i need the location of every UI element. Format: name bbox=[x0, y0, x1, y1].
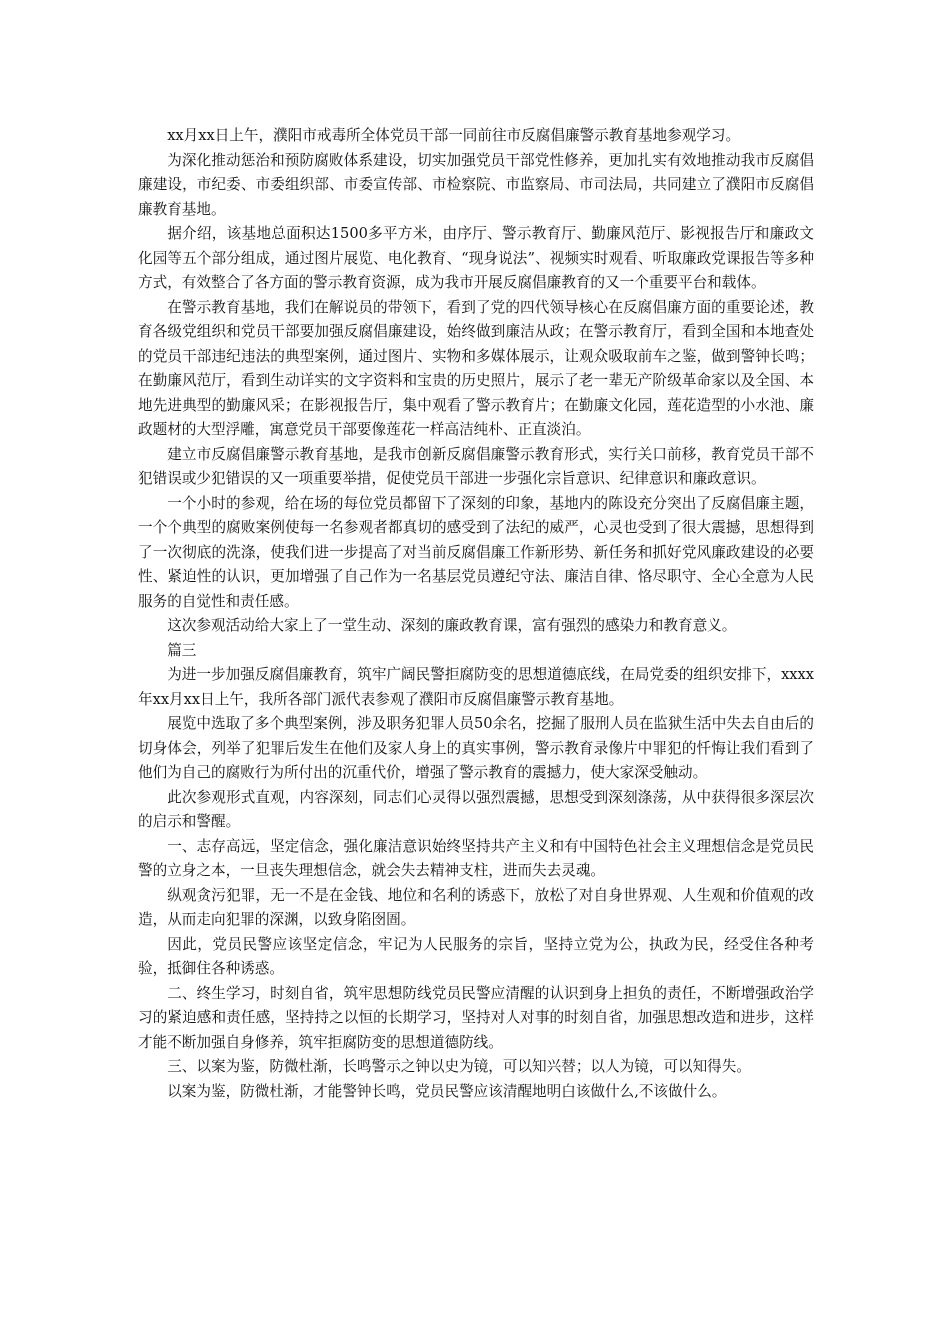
paragraph: 此次参观形式直观，内容深刻，同志们心灵得以强烈震撼，思想受到深刻涤荡，从中获得很多深层次的启示和警醒。 bbox=[138, 788, 814, 830]
paragraph: 在警示教育基地，我们在解说员的带领下，看到了党的四代领导核心在反腐倡廉方面的重要论述，教育各级党组织和党员干部要加强反腐倡廉建设，始终做到廉洁从政；在警示教育厅，看到全国和本地查处的党员干部违纪违法的典型案例，通过图片、实物和多媒体展示，让观众吸取前车之鉴，做到警钟长鸣；在勤廉风范厅，看到生动详实的文字资料和宝贵的历史照片，展示了老一辈无产阶级革命家以及全国、本地先进典型的勤廉风采；在影视报告厅，集中观看了警示教育片；在勤廉文化园，莲花造型的小水池、廉政题材的大型浮雕，寓意党员干部要像莲花一样高洁纯朴、正直淡泊。 bbox=[138, 298, 814, 438]
paragraph: xx月xx日上午，濮阳市戒毒所全体党员干部一同前往市反腐倡廉警示教育基地参观学习。 bbox=[167, 127, 741, 144]
section-heading: 篇三 bbox=[167, 641, 197, 659]
paragraph: 因此，党员民警应该坚定信念，牢记为人民服务的宗旨，坚持立党为公，执政为民，经受住各种考验，抵御住各种诱惑。 bbox=[138, 935, 814, 977]
paragraph: 一、志存高远，坚定信念，强化廉洁意识始终坚持共产主义和有中国特色社会主义理想信念是党员民警的立身之本，一旦丧失理想信念，就会失去精神支柱，进而失去灵魂。 bbox=[138, 837, 814, 879]
paragraph: 据介绍，该基地总面积达1500多平方米，由序厅、警示教育厅、勤廉风范厅、影视报告厅和廉政文化园等五个部分组成，通过图片展览、电化教育、“现身说法”、视频实时观看、听取廉政党课报告等多种方式，有效整合了各方面的警示教育资源，成为我市开展反腐倡廉教育的又一个重要平台和载体。 bbox=[138, 225, 814, 291]
paragraph: 为深化推动惩治和预防腐败体系建设，切实加强党员干部党性修养，更加扎实有效地推动我市反腐倡廉建设，市纪委、市委组织部、市委宣传部、市检察院、市监察局、市司法局，共同建立了濮阳市反腐倡廉教育基地。 bbox=[138, 151, 814, 218]
paragraph: 展览中选取了多个典型案例，涉及职务犯罪人员50余名，挖掘了服刑人员在监狱生活中失去自由后的切身体会，列举了犯罪后发生在他们及家人身上的真实事例，警示教育录像片中罪犯的忏悔让我们看到了他们为自己的腐败行为所付出的沉重代价，增强了警示教育的震撼力，使大家深受触动。 bbox=[138, 715, 814, 781]
paragraph: 这次参观活动给大家上了一堂生动、深刻的廉政教育课，富有强烈的感染力和教育意义。 bbox=[167, 617, 737, 634]
paragraph: 一个小时的参观，给在场的每位党员都留下了深刻的印象，基地内的陈设充分突出了反腐倡廉主题，一个个典型的腐败案例使每一名参观者都真切的感受到了法纪的威严，心灵也受到了很大震撼，思想得到了一次彻底的洗涤，使我们进一步提高了对当前反腐倡廉工作新形势、新任务和抓好党风廉政建设的必要性、紧迫性的认识，更加增强了自己作为一名基层党员遵纪守法、廉洁自律、恪尽职守、全心全意为人民服务的自觉性和责任感。 bbox=[138, 494, 814, 610]
document-body bbox=[138, 124, 814, 1104]
paragraph: 建立市反腐倡廉警示教育基地，是我市创新反腐倡廉警示教育形式，实行关口前移，教育党员干部不犯错误或少犯错误的又一项重要举措，促使党员干部进一步强化宗旨意识、纪律意识和廉政意识。 bbox=[138, 445, 814, 487]
paragraph: 纵观贪污犯罪，无一不是在金钱、地位和名利的诱惑下，放松了对自身世界观、人生观和价值观的改造，从而走向犯罪的深渊，以致身陷囹圄。 bbox=[138, 886, 814, 928]
paragraph: 以案为鉴，防微杜渐，才能警钟长鸣，党员民警应该清醒地明白该做什么,不该做什么。 bbox=[167, 1082, 727, 1100]
paragraph: 三、以案为鉴，防微杜渐，长鸣警示之钟以史为镜，可以知兴替；以人为镜，可以知得失。 bbox=[167, 1058, 751, 1075]
paragraph: 为进一步加强反腐倡廉教育，筑牢广阔民警拒腐防变的思想道德底线，在局党委的组织安排下，xxxx年xx月xx日上午，我所各部门派代表参观了濮阳市反腐倡廉警示教育基地。 bbox=[138, 666, 814, 708]
paragraph: 二、终生学习，时刻自省，筑牢思想防线党员民警应清醒的认识到身上担负的责任，不断增强政治学习的紧迫感和责任感，坚持持之以恒的长期学习，坚持对人对事的时刻自省，加强思想改造和进步，这样才能不断加强自身修养，筑牢拒腐防变的思想道德防线。 bbox=[138, 984, 814, 1051]
